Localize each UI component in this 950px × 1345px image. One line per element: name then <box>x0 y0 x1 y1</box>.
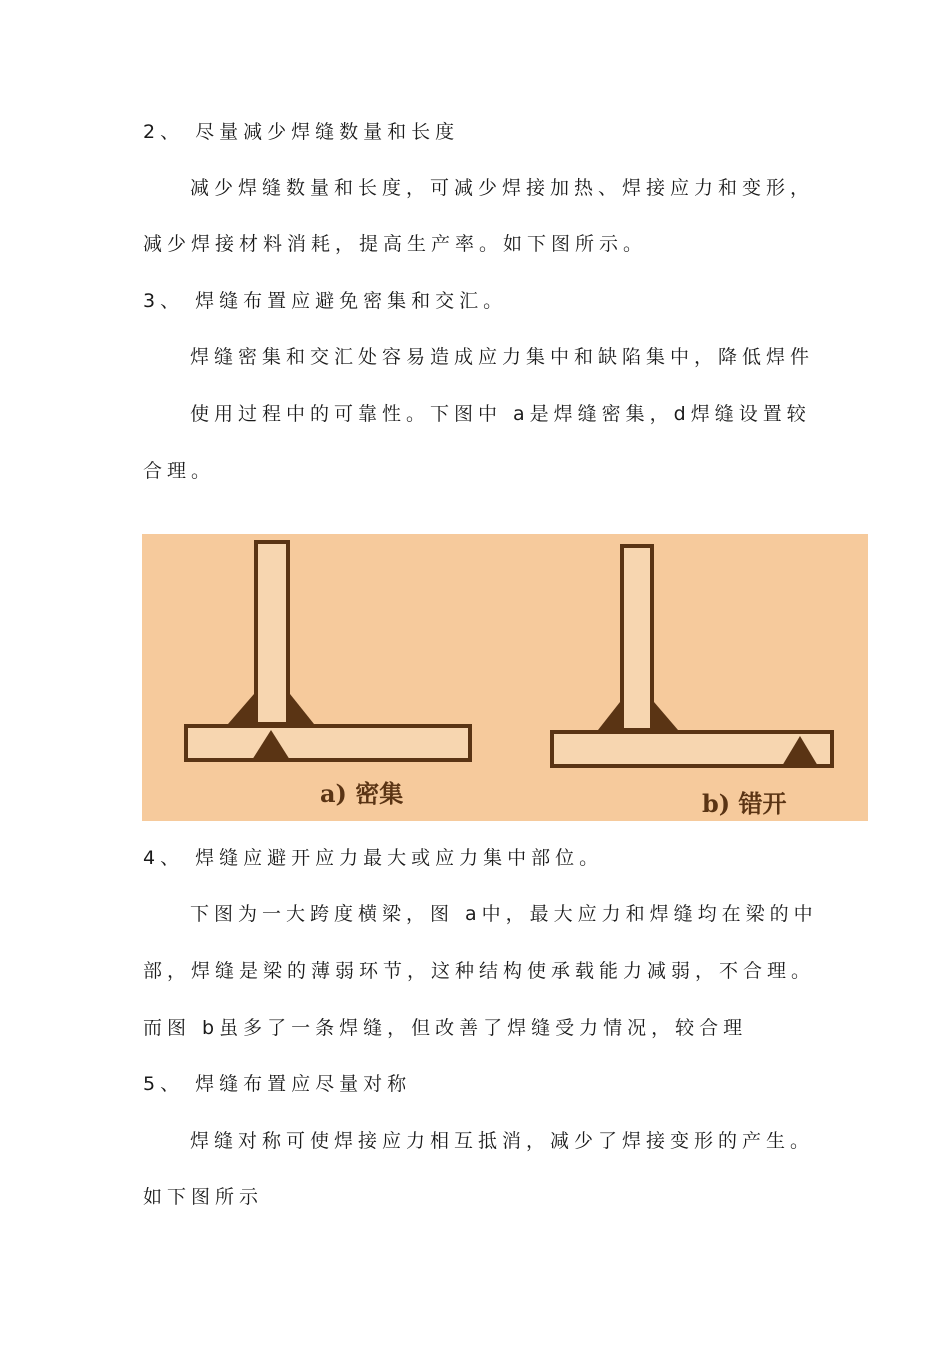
section-5-paragraph-line-1: 焊缝对称可使焊接应力相互抵消，减少了焊接变形的产生。 <box>190 1130 815 1152</box>
section-3-paragraph-line-3: 合理。 <box>143 460 216 482</box>
figure-background <box>142 534 868 821</box>
figure-a-vertical-plate <box>256 542 288 724</box>
section-2-paragraph-line-1: 减少焊缝数量和长度，可减少焊接加热、焊接应力和变形， <box>190 177 815 199</box>
section-2-heading: 2、 尽量减少焊缝数量和长度 <box>143 121 460 143</box>
section-3-heading: 3、 焊缝布置应避免密集和交汇。 <box>143 290 508 312</box>
weld-layout-figure <box>142 534 868 821</box>
section-4-paragraph-line-3: 而图 b虽多了一条焊缝，但改善了焊缝受力情况，较合理 <box>143 1017 748 1039</box>
section-5-heading: 5、 焊缝布置应尽量对称 <box>143 1073 412 1095</box>
figure-a-horizontal-plate <box>186 726 470 760</box>
section-3-paragraph-line-1: 焊缝密集和交汇处容易造成应力集中和缺陷集中，降低焊件 <box>190 346 815 368</box>
figure-a-label: a) 密集 <box>320 779 404 808</box>
section-3-paragraph-line-2: 使用过程中的可靠性。下图中 a是焊缝密集，d焊缝设置较 <box>190 403 811 425</box>
section-4-paragraph-line-1: 下图为一大跨度横梁，图 a中，最大应力和焊缝均在梁的中 <box>190 903 818 925</box>
figure-b-vertical-plate <box>622 546 652 730</box>
section-2-paragraph-line-2: 减少焊接材料消耗，提高生产率。如下图所示。 <box>143 233 648 255</box>
weld-figure-svg <box>142 534 868 821</box>
figure-b-label: b) 错开 <box>702 789 787 818</box>
section-4-paragraph-line-2: 部，焊缝是梁的薄弱环节，这种结构使承载能力减弱，不合理。 <box>143 960 816 982</box>
section-4-heading: 4、 焊缝应避开应力最大或应力集中部位。 <box>143 847 604 869</box>
section-5-paragraph-line-2: 如下图所示 <box>143 1186 264 1208</box>
